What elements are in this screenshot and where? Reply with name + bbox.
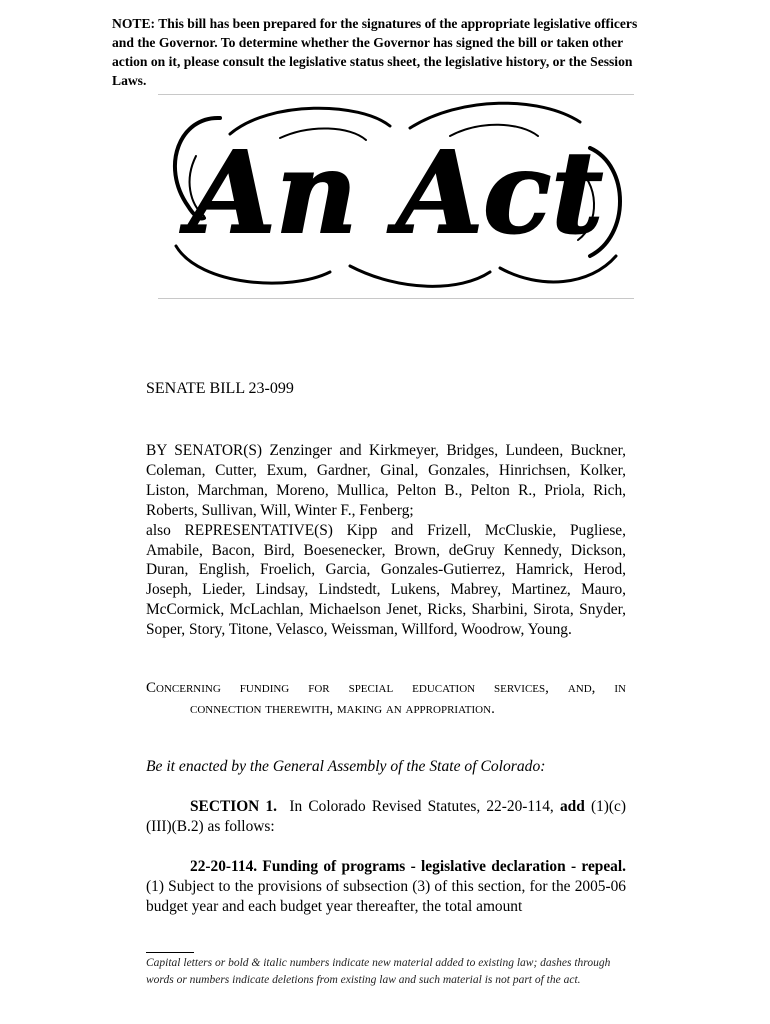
seal-bottom-divider — [158, 298, 634, 299]
disclaimer-note: NOTE: This bill has been prepared for the signatures of the appropriate legislative officers and the Governor. To determine whether the Governor has signed the bill or taken other action on it, please consult the legislative status sheet, the legislative history, or the Session Laws. — [112, 16, 638, 88]
bill-title-line-1: Concerning funding for special education services, and, in — [146, 680, 626, 696]
bill-title — [146, 678, 626, 720]
seal-top-divider — [158, 94, 634, 95]
section-1 — [146, 797, 626, 837]
flourish-bottom-mid — [350, 266, 490, 286]
statute-text: (1) Subject to the provisions of subsection (3) of this section, for the 2005-06 budget year and each budget year thereafter, the total amount — [146, 878, 626, 915]
section-1-action: add — [559, 798, 585, 815]
seal-text: An Act — [188, 128, 604, 259]
bill-number: SENATE BILL 23-099 — [146, 380, 294, 397]
section-1-text: In Colorado Revised Statutes, 22-20-114, — [289, 798, 554, 815]
sponsors-block — [146, 441, 626, 640]
footnote: Capital letters or bold & italic numbers indicate new material added to existing law; dashes through words or numbers indicate deletions from existing law and such material is not part of the act. — [146, 957, 611, 986]
section-1-tail: (1)(c)(III)(B.2) as follows: — [146, 798, 626, 835]
an-act-seal — [160, 96, 632, 296]
enacting-clause: Be it enacted by the General Assembly of the State of Colorado: — [146, 758, 546, 775]
statute-section — [146, 857, 626, 917]
footnote-divider — [146, 952, 194, 953]
senate-sponsors: BY SENATOR(S) Zenzinger and Kirkmeyer, Bridges, Lundeen, Buckner, Coleman, Cutter, Exum, Gardner, Ginal, Gonzales, Hinrichsen, Kolker, Liston, Marchman, Moreno, Mullica, Pelton B., Pelton R., Priola, Rich, Roberts, Sullivan, Will, Winter F., Fenberg; — [146, 442, 626, 519]
bill-title-line-2: connection therewith, making an appropriation. — [190, 701, 495, 717]
house-sponsors: also REPRESENTATIVE(S) Kipp and Frizell, McCluskie, Pugliese, Amabile, Bacon, Bird, Boesenecker, Brown, deGruy Kennedy, Dickson, Duran, English, Froelich, Garcia, Gonzales-Gutierrez, Hamrick, Herod, Joseph, Lieder, Lindsay, Lindstedt, Lukens, Mabrey, Martinez, Mauro, McCormick, McLachlan, Michaelson Jenet, Ricks, Sharbini, Sirota, Snyder, Soper, Story, Titone, Velasco, Weissman, Willford, Woodrow, Young. — [146, 521, 626, 639]
section-1-heading: SECTION 1. — [190, 798, 278, 815]
flourish-bottom-right — [500, 256, 616, 282]
statute-heading: 22-20-114. Funding of programs - legislative declaration - repeal. — [190, 858, 626, 875]
